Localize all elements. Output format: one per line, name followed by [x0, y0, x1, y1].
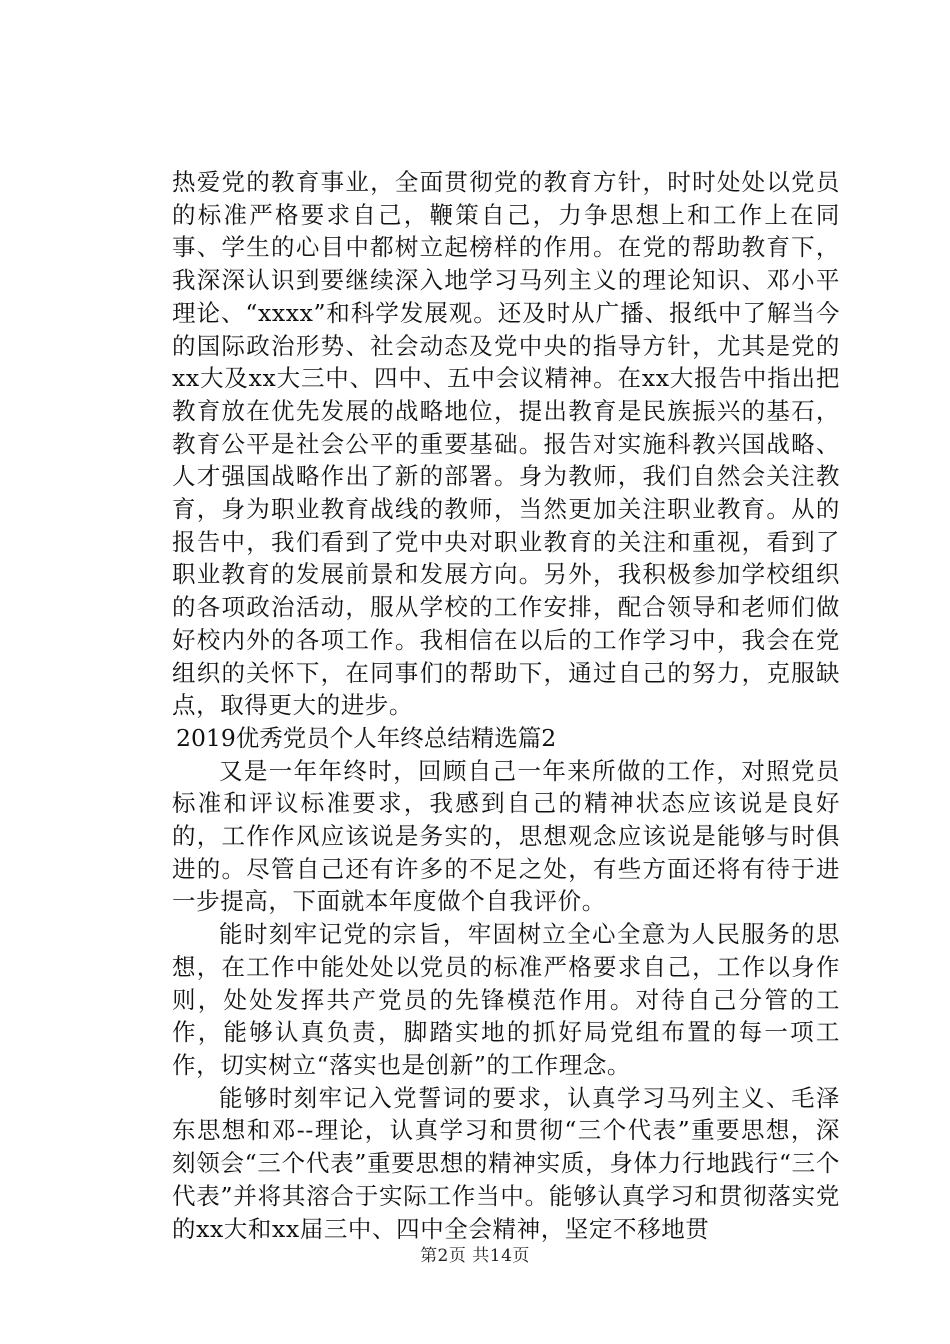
paragraph-2: 又是一年年终时，回顾自己一年来所做的工作，对照党员标准和评议标准要求，我感到自己的精神状态应该说是良好的，工作作风应该说是务实的，思想观念应该说是能够与时俱进的。尽管自己还有许多的不足之处，有些方面还将有待于进一步提高，下面就本年度做个自我评价。 — [172, 756, 840, 916]
document-body — [172, 166, 840, 1245]
paragraph-1: 热爱党的教育事业，全面贯彻党的教育方针，时时处处以党员的标准严格要求自己，鞭策自己，力争思想上和工作上在同事、学生的心目中都树立起榜样的作用。在党的帮助教育下，我深深认识到要继续深入地学习马列主义的理论知识、邓小平理论、“xxxx”和科学发展观。还及时从广播、报纸中了解当今的国际政治形势、社会动态及党中央的指导方针，尤其是党的xx大及xx大三中、四中、五中会议精神。在xx大报告中指出把教育放在优先发展的战略地位，提出教育是民族振兴的基石，教育公平是社会公平的重要基础。报告对实施科教兴国战略、人才强国战略作出了新的部署。身为教师，我们自然会关注教育，身为职业教育战线的教师，当然更加关注职业教育。从的报告中，我们看到了党中央对职业教育的关注和重视，看到了职业教育的发展前景和发展方向。另外，我积极参加学校组织的各项政治活动，服从学校的工作安排，配合领导和老师们做好校内外的各项工作。我相信在以后的工作学习中，我会在党组织的关怀下，在同事们的帮助下，通过自己的努力，克服缺点，取得更大的进步。 — [172, 168, 840, 720]
page-footer: 第2页 共14页 — [420, 1246, 530, 1266]
paragraph-3: 能时刻牢记党的宗旨，牢固树立全心全意为人民服务的思想，在工作中能处处以党员的标准严格要求自己，工作以身作则，处处发挥共产党员的先锋模范作用。对待自己分管的工作，能够认真负责，脚踏实地的抓好局党组布置的每一项工作，切实树立“落实也是创新”的工作理念。 — [172, 920, 840, 1079]
paragraph-4: 能够时刻牢记入党誓词的要求，认真学习马列主义、毛泽东思想和邓--理论，认真学习和贯彻“三个代表”重要思想，深刻领会“三个代表”重要思想的精神实质，身体力行地践行“三个代表”并将其溶合于实际工作当中。能够认真学习和贯彻落实党的xx大和xx届三中、四中全会精神，坚定不移地贯 — [172, 1083, 840, 1243]
section-heading: 2019优秀党员个人年终总结精选篇2 — [176, 723, 557, 752]
